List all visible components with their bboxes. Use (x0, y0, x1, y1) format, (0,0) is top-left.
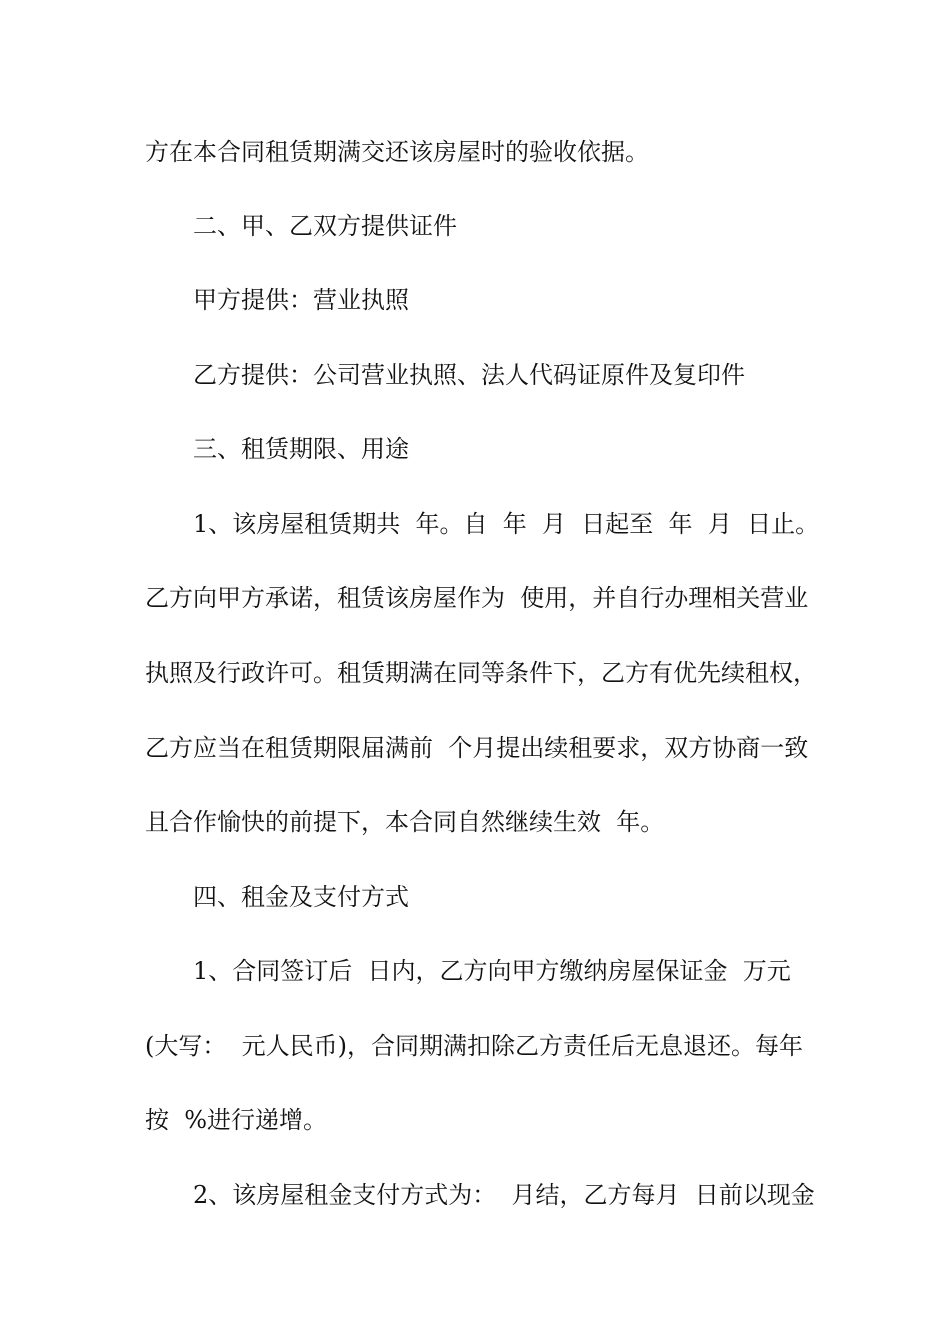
text-line: 乙方提供：公司营业执照、法人代码证原件及复印件 (193, 361, 745, 389)
text-line: 乙方向甲方承诺，租赁该房屋作为 使用，并自行办理相关营业 (145, 584, 809, 612)
text-line: 2、该房屋租金支付方式为： 月结，乙方每月 日前以现金 (193, 1181, 815, 1209)
text-line: 甲方提供：营业执照 (193, 286, 409, 314)
text-line: 1、该房屋租赁期共 年。自 年 月 日起至 年 月 日止。 (193, 510, 820, 538)
text-line: 按 %进行递增。 (145, 1106, 328, 1134)
section-heading: 二、甲、乙双方提供证件 (193, 212, 457, 240)
text-line: 方在本合同租赁期满交还该房屋时的验收依据。 (145, 138, 649, 166)
text-line: 执照及行政许可。租赁期满在同等条件下，乙方有优先续租权， (145, 659, 817, 687)
text-line: 且合作愉快的前提下，本合同自然继续生效 年。 (145, 808, 665, 836)
text-line: 1、合同签订后 日内，乙方向甲方缴纳房屋保证金 万元 (193, 957, 791, 985)
text-line: 乙方应当在租赁期限届满前 个月提出续租要求，双方协商一致 (145, 734, 809, 762)
section-heading: 四、租金及支付方式 (193, 883, 409, 911)
section-heading: 三、租赁期限、用途 (193, 435, 409, 463)
text-line: (大写： 元人民币)，合同期满扣除乙方责任后无息退还。每年 (145, 1032, 803, 1060)
